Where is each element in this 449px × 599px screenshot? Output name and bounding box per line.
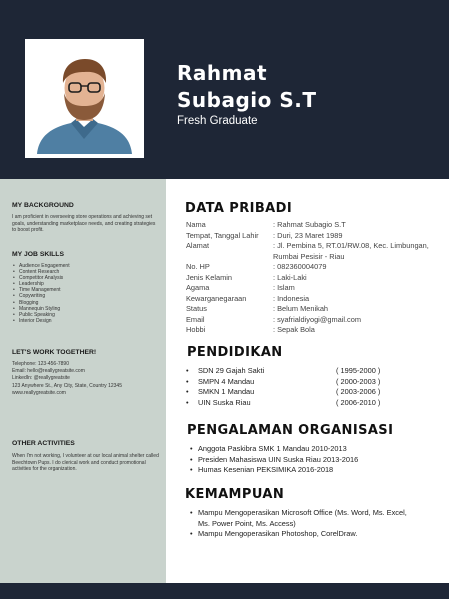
candidate-role: Fresh Graduate xyxy=(177,115,258,127)
school-years: ( 2000-2003 ) xyxy=(336,376,381,386)
bullet-icon: • xyxy=(190,454,193,464)
field-value: : 082360004079 xyxy=(273,262,327,271)
field-label: Alamat xyxy=(186,241,210,250)
contact-phone: Telephone: 123-456-7890 xyxy=(12,361,69,367)
field-label: Agama xyxy=(186,283,210,292)
pendidikan-heading: PENDIDIKAN xyxy=(187,345,283,360)
school-name: SDN 29 Gajah Sakti xyxy=(198,366,265,375)
organization-text: Anggota Paskibra SMK 1 Mandau 2010-2013 xyxy=(198,444,347,453)
ability-text: Mampu Mengoperasikan Microsoft Office (Ms. Word, Ms. Excel, Ms. Power Point, Ms. Access) xyxy=(198,508,407,528)
skill-item: • Blogging xyxy=(12,300,70,306)
other-activities-heading: OTHER ACTIVITIES xyxy=(12,440,75,447)
data-pribadi-heading: DATA PRIBADI xyxy=(185,201,293,216)
bullet-icon: • xyxy=(186,397,189,407)
bullet-icon: • xyxy=(186,387,189,396)
field-label: Hobbi xyxy=(186,325,206,334)
background-heading: MY BACKGROUND xyxy=(12,202,74,209)
skill-item: • Copywriting xyxy=(12,293,70,299)
skill-item: • Mannequin Styling xyxy=(12,306,70,312)
profile-photo xyxy=(29,43,140,154)
field-label: Kewarganegaraan xyxy=(186,293,247,303)
candidate-name xyxy=(177,60,316,114)
bullet-icon: • xyxy=(190,465,193,474)
school-name: UIN Suska Riau xyxy=(198,397,251,407)
skill-item: • Competitor Analysis xyxy=(12,275,70,281)
footer-bar xyxy=(0,583,449,599)
contact-address: 123 Anywhere St., Any City, State, Country 12345 xyxy=(12,382,122,389)
other-activities-text: When I'm not working, I volunteer at our local animal shelter called Beechtown Pups. I do clerical work and conduct promotional activities for the organization. xyxy=(12,453,159,473)
school-years: ( 1995-2000 ) xyxy=(336,366,381,375)
bullet-icon: • xyxy=(190,529,193,538)
skill-item: • Content Research xyxy=(12,269,70,275)
field-value: : syafrialdiyogi@gmail.com xyxy=(273,314,362,324)
field-value: : Sepak Bola xyxy=(273,325,315,334)
contact-details xyxy=(12,361,160,397)
contact-website: www.reallygreatsite.com xyxy=(12,389,66,396)
skill-item: • Leadership xyxy=(12,281,70,287)
ability-text: Mampu Mengoperasikan Photoshop, CorelDraw. xyxy=(198,529,358,538)
contact-email: Email: hello@reallygreatsite.com xyxy=(12,368,85,375)
field-value: : Belum Menikah xyxy=(273,304,329,313)
skill-item: • Audience Engagement xyxy=(12,263,70,269)
job-skills-heading: MY JOB SKILLS xyxy=(12,251,64,258)
field-label: Tempat, Tanggal Lahir xyxy=(186,230,259,240)
header-banner xyxy=(0,0,449,179)
candidate-name-line1: Rahmat xyxy=(177,61,268,85)
field-label: Jenis Kelamin xyxy=(186,272,233,282)
sidebar-panel xyxy=(0,179,166,583)
school-name: SMKN 1 Mandau xyxy=(198,387,255,396)
bullet-icon: • xyxy=(190,444,193,453)
skill-item: • Time Management xyxy=(12,287,70,293)
field-value: : Indonesia xyxy=(273,293,310,303)
field-value: : Duri, 23 Maret 1989 xyxy=(273,230,343,240)
contact-heading: LET'S WORK TOGETHER! xyxy=(12,349,97,356)
organization-text: Humas Kesenian PEKSIMIKA 2016-2018 xyxy=(198,465,334,474)
field-label: Email xyxy=(186,314,205,324)
school-years: ( 2006-2010 ) xyxy=(336,397,381,407)
skill-item: • Public Speaking xyxy=(12,312,70,318)
school-years: ( 2003-2006 ) xyxy=(336,387,381,396)
field-label: Status xyxy=(186,304,207,313)
field-label: No. HP xyxy=(186,262,210,271)
contact-linkedin: LinkedIn: @reallygreatsite xyxy=(12,375,70,382)
job-skills-list xyxy=(12,263,70,324)
organization-text: Presiden Mahasiswa UIN Suska Riau 2013-2016 xyxy=(198,454,359,464)
bullet-icon: • xyxy=(186,376,189,386)
organisasi-heading: PENGALAMAN ORGANISASI xyxy=(187,423,394,438)
candidate-name-line2: Subagio S.T xyxy=(177,88,317,112)
skill-item: • Interior Design xyxy=(12,318,70,324)
field-value: : Jl. Pembina 5, RT.01/RW.08, Kec. Limbungan, Rumbai Pesisir - Riau xyxy=(273,241,429,261)
field-value: : Rahmat Subagio S.T xyxy=(273,220,346,229)
profile-photo-frame xyxy=(25,39,144,158)
field-label: Nama xyxy=(186,220,206,229)
school-name: SMPN 4 Mandau xyxy=(198,376,255,386)
field-value: : Islam xyxy=(273,283,295,292)
kemampuan-heading: KEMAMPUAN xyxy=(185,487,285,502)
field-value: : Laki-Laki xyxy=(273,272,307,282)
bullet-icon: • xyxy=(190,508,193,517)
background-text: I am proficient in overseeing store operations and achieving set goals, understanding marketplace needs, and creating strategies to boost profit. xyxy=(12,214,156,234)
bullet-icon: • xyxy=(186,366,189,375)
